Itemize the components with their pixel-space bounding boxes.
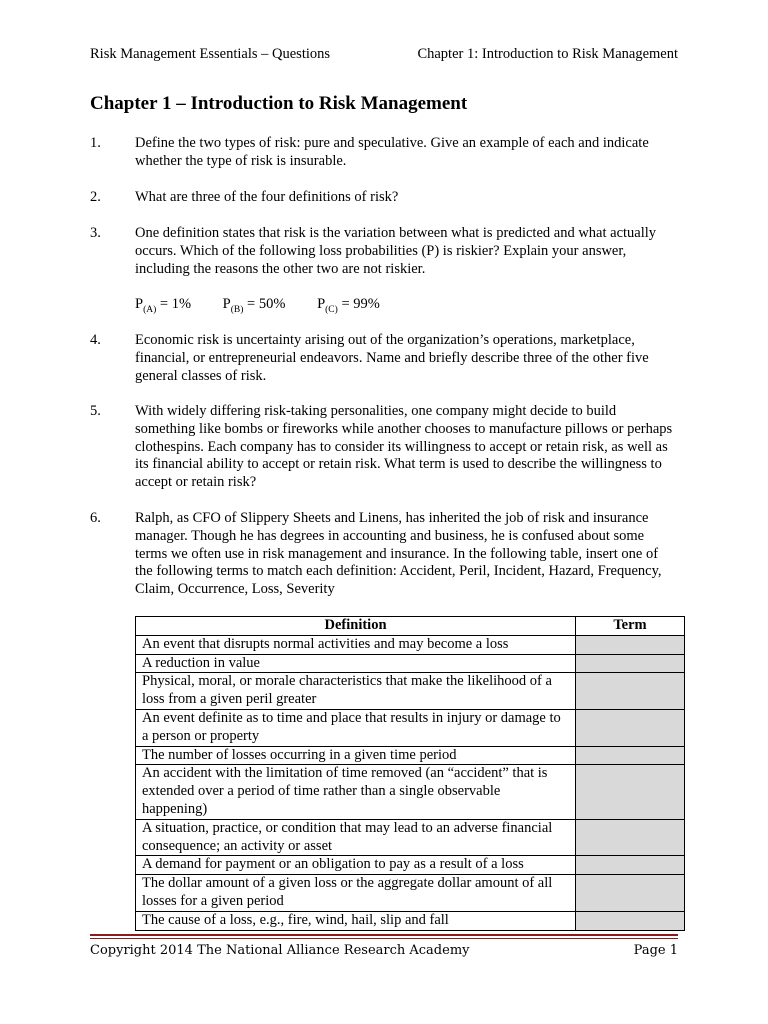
question-number: 4. (90, 332, 101, 348)
question-text: Economic risk is uncertainty arising out of the organization’s operations, marketplace, financial, or entrepreneurial endeavors. Name and briefly describe three of the other five general classes of risk. (135, 332, 649, 384)
definition-cell: An event definite as to time and place that results in injury or damage to a person or property (136, 709, 576, 746)
column-header-term: Term (576, 617, 685, 636)
term-cell[interactable] (576, 746, 685, 765)
table-row (136, 819, 685, 856)
definition-cell: The cause of a loss, e.g., fire, wind, hail, slip and fall (136, 911, 576, 930)
table-row (136, 856, 685, 875)
footer-divider-thick (90, 934, 678, 936)
probability-c: $P_{(C)} = 99\%$ (317, 296, 380, 315)
table-row (136, 911, 685, 930)
header-right: Chapter 1: Introduction to Risk Management (417, 46, 678, 62)
definition-term-table (135, 616, 685, 931)
table-row (136, 875, 685, 912)
term-cell[interactable] (576, 654, 685, 673)
term-cell[interactable] (576, 709, 685, 746)
definition-cell: An accident with the limitation of time removed (an “accident” that is extended over a period of time rather than a single observable happening) (136, 765, 576, 819)
table-header-row (136, 617, 685, 636)
term-cell[interactable] (576, 635, 685, 654)
definition-cell: A demand for payment or an obligation to pay as a result of a loss (136, 856, 576, 875)
question-number: 2. (90, 189, 101, 205)
definition-cell: A situation, practice, or condition that may lead to an adverse financial consequence; an activity or asset (136, 819, 576, 856)
question-number: 1. (90, 135, 101, 151)
question-number: 3. (90, 225, 101, 241)
table-row (136, 765, 685, 819)
definition-cell: The number of losses occurring in a given time period (136, 746, 576, 765)
table-row (136, 654, 685, 673)
question-5 (90, 403, 678, 492)
table-row (136, 746, 685, 765)
term-cell[interactable] (576, 765, 685, 819)
header-left: Risk Management Essentials – Questions (90, 46, 331, 62)
question-text: One definition states that risk is the variation between what is predicted and what actually occurs. Which of the following loss probabilities (P) is riskier? Explain your answer, including the reasons the other two are not riskier. (135, 225, 657, 277)
question-text: What are three of the four definitions of risk? (135, 189, 399, 205)
table-row (136, 673, 685, 710)
term-cell[interactable] (576, 911, 685, 930)
term-cell[interactable] (576, 819, 685, 856)
question-text: Define the two types of risk: pure and speculative. Give an example of each and indicate whether the type of risk is insurable. (135, 135, 649, 169)
question-text: Ralph, as CFO of Slippery Sheets and Linens, has inherited the job of risk and insurance manager. Though he has degrees in accounting and business, he is confused about some terms we often use in risk management and insurance. In the following table, insert one of the following terms to match each definition: Accident, Peril, Incident, Hazard, Frequency, Claim, Occurrence, Loss, Severity (135, 510, 662, 598)
table-row (136, 635, 685, 654)
definition-cell: A reduction in value (136, 654, 576, 673)
probability-b: $P_{(B)} = 50\%$ (222, 296, 286, 315)
question-3 (90, 225, 678, 278)
question-text: With widely differing risk-taking personalities, one company might decide to build something like bombs or fireworks while another chooses to manufacture pillows or perhaps clothespins. Each company has to consider its willingness to accept or retain risk, as well as its financial ability to accept or retain risk. What term is used to describe the willingness to accept or retain risk? (135, 403, 673, 491)
definition-cell: An event that disrupts normal activities and may become a loss (136, 635, 576, 654)
question-4 (90, 332, 678, 385)
probability-a: $P_{(A)} = 1\%$ (135, 296, 192, 315)
definition-cell: The dollar amount of a given loss or the aggregate dollar amount of all losses for a given period (136, 875, 576, 912)
footer-divider-thin (90, 938, 678, 939)
question-2 (90, 189, 678, 207)
table-row (136, 709, 685, 746)
page-number: Page 1 (633, 943, 678, 958)
definition-cell: Physical, moral, or morale characteristics that make the likelihood of a loss from a given peril greater (136, 673, 576, 710)
question-number: 6. (90, 510, 101, 526)
chapter-title: Chapter 1 – Introduction to Risk Management (90, 93, 468, 114)
copyright-text: Copyright 2014 The National Alliance Research Academy (90, 943, 470, 958)
question-1 (90, 135, 678, 171)
question-6 (90, 510, 678, 599)
question-number: 5. (90, 403, 101, 419)
term-cell[interactable] (576, 875, 685, 912)
probability-list (135, 296, 408, 315)
column-header-definition: Definition (136, 617, 576, 636)
term-cell[interactable] (576, 673, 685, 710)
term-cell[interactable] (576, 856, 685, 875)
